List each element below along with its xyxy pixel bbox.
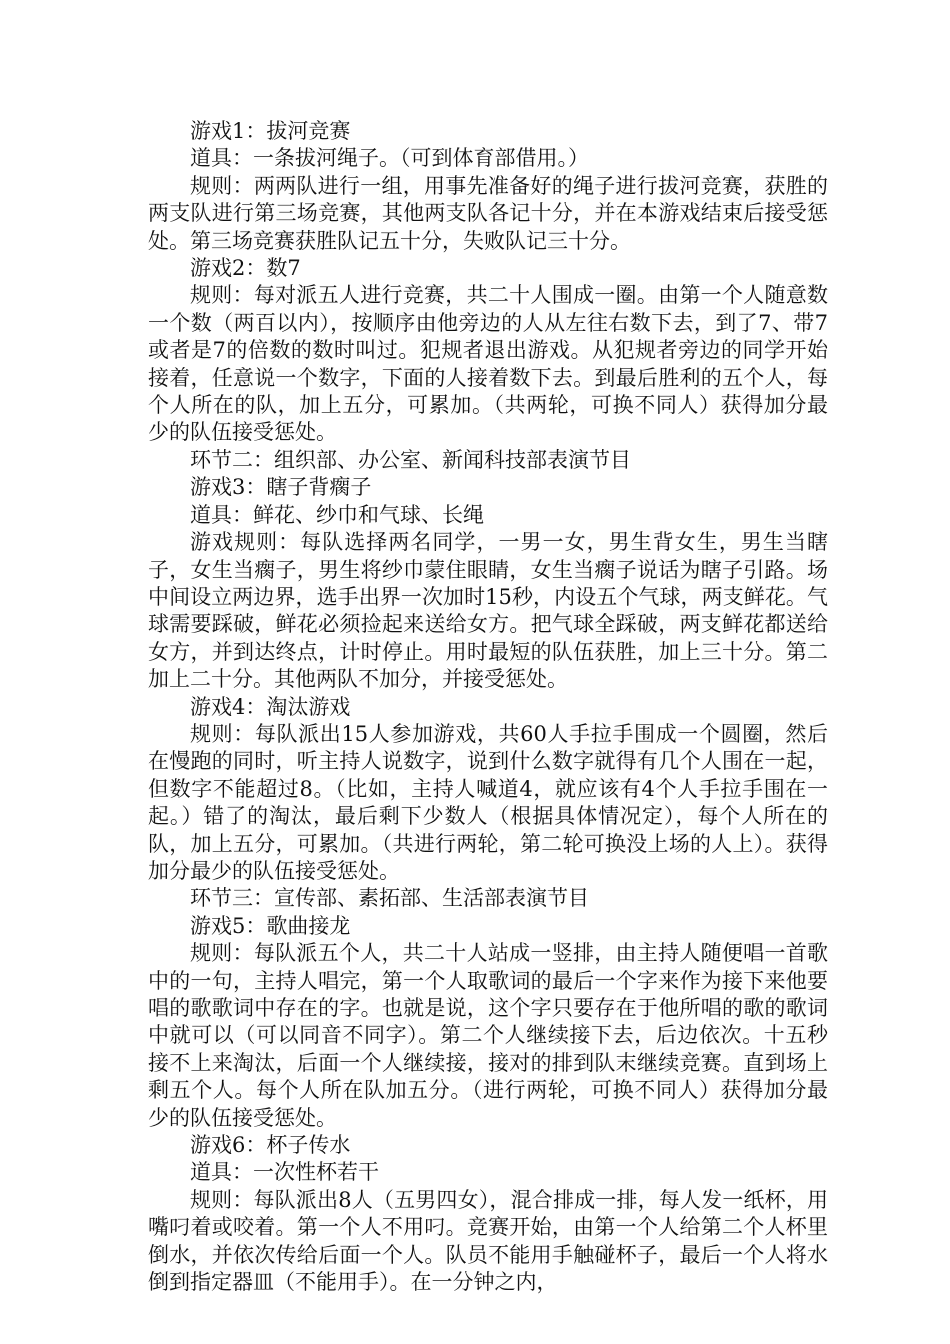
game-3-props: 道具：鲜花、纱巾和气球、长绳 bbox=[190, 502, 484, 527]
game-4-rules: 规则：每队派出15人参加游戏，共60人手拉手围成一个圆圈，然后在慢跑的同时，听主持人说数字，说到什么数字就得有几个人围在一起，但数字不能超过8。（比如，主持人喊道4，就应该有4个人手拉手围在一起。）错了的淘汰，最后剩下少数人（根据具体情况定），每个人所在的队，加上五分，可累加。（共进行两轮，第二轮可换没上场的人上）。获得加分最少的队伍接受惩处。 bbox=[148, 721, 828, 883]
game-6-title: 游戏6：杯子传水 bbox=[190, 1133, 351, 1158]
document-body bbox=[148, 118, 828, 1296]
game-6-props: 道具：一次性杯若干 bbox=[190, 1160, 379, 1185]
game-5-title: 游戏5：歌曲接龙 bbox=[190, 913, 351, 938]
game-3-rules: 游戏规则：每队选择两名同学，一男一女，男生背女生，男生当瞎子，女生当瘸子，男生将纱巾蒙住眼睛，女生当瘸子说话为瞎子引路。场中间设立两边界，选手出界一次加时15秒，内设五个气球，两支鲜花。气球需要踩破，鲜花必须捡起来送给女方。把气球全踩破，两支鲜花都送给女方，并到达终点，计时停止。用时最短的队伍获胜，加上三十分。第二加上二十分。其他两队不加分，并接受惩处。 bbox=[148, 530, 828, 692]
section-3-heading: 环节三：宣传部、素拓部、生活部表演节目 bbox=[190, 886, 589, 911]
game-1-title: 游戏1：拔河竞赛 bbox=[190, 119, 351, 143]
game-6-rules: 规则：每队派出8人（五男四女），混合排成一排，每人发一纸杯，用嘴叼着或咬着。第一个人不用叼。竞赛开始，由第一个人给第二个人杯里倒水，并依次传给后面一个人。队员不能用手触碰杯子，最后一个人将水倒到指定器皿（不能用手）。在一分钟之内， bbox=[148, 1187, 828, 1295]
game-1-rules: 规则：两两队进行一组，用事先准备好的绳子进行拔河竞赛，获胜的两支队进行第三场竞赛，其他两支队各记十分，并在本游戏结束后接受惩处。第三场竞赛获胜队记五十分，失败队记三十分。 bbox=[148, 173, 828, 253]
game-2-rules: 规则：每对派五人进行竞赛，共二十人围成一圈。由第一个人随意数一个数（两百以内），按顺序由他旁边的人从左往右数下去，到了7、带7或者是7的倍数的数时叫过。犯规者退出游戏。从犯规者旁边的同学开始接着，任意说一个数字，下面的人接着数下去。到最后胜利的五个人，每个人所在的队，加上五分，可累加。（共两轮，可换不同人）获得加分最少的队伍接受惩处。 bbox=[148, 283, 828, 445]
game-4-title: 游戏4：淘汰游戏 bbox=[190, 694, 351, 719]
game-2-title: 游戏2：数7 bbox=[190, 256, 301, 281]
game-3-title: 游戏3：瞎子背瘸子 bbox=[190, 475, 372, 500]
section-2-heading: 环节二：组织部、办公室、新闻科技部表演节目 bbox=[190, 447, 631, 472]
game-1-props: 道具：一条拔河绳子。（可到体育部借用。） bbox=[190, 146, 589, 171]
game-5-rules: 规则：每队派五个人，共二十人站成一竖排，由主持人随便唱一首歌中的一句，主持人唱完，第一个人取歌词的最后一个字来作为接下来他要唱的歌歌词中存在的字。也就是说，这个字只要存在于他所唱的歌的歌词中就可以（可以同音不同字）。第二个人继续接下去，后边依次。十五秒接不上来淘汰，后面一个人继续接，接对的排到队末继续竞赛。直到场上剩五个人。每个人所在队加五分。（进行两轮，可换不同人）获得加分最少的队伍接受惩处。 bbox=[148, 941, 828, 1130]
